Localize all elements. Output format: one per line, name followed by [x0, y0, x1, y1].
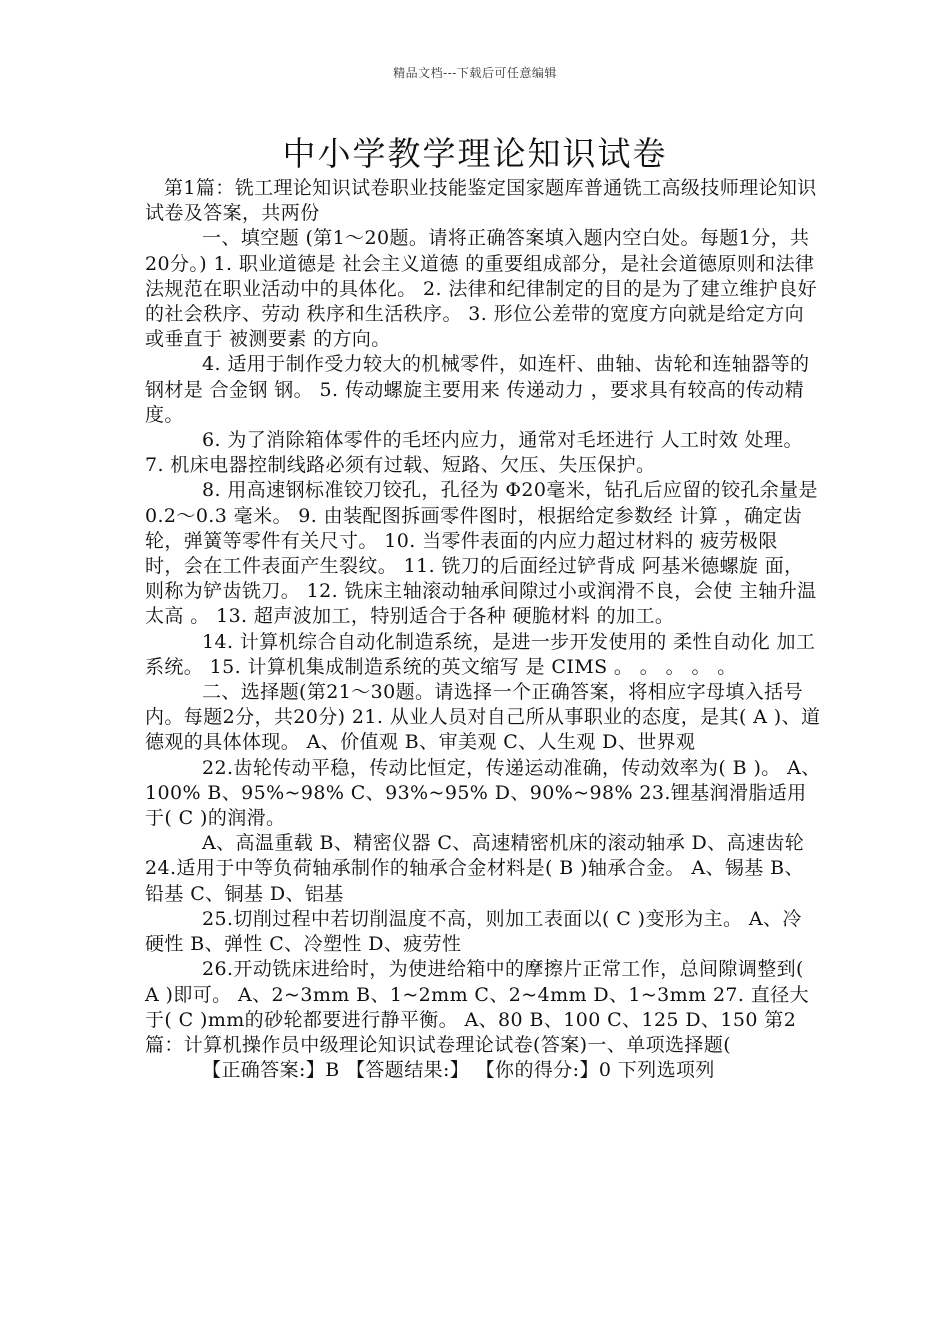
page-header-note: 精品文档---下载后可任意编辑	[393, 66, 557, 80]
paragraph-answer-line: 【正确答案:】B 【答题结果:】 【你的得分:】0 下列选项列	[202, 1059, 715, 1082]
paragraph-q14-q15: 14. 计算机综合自动化制造系统，是进一步开发使用的 柔性自动化 加工系统。 15. 计算机集成制造系统的英文缩写 是 CIMS 。 。 。 。 。	[145, 630, 816, 678]
paragraph-intro: 第1篇：铣工理论知识试卷职业技能鉴定国家题库普通铣工高级技师理论知识试卷及答案，共两份	[145, 177, 817, 225]
paragraph-q4-q5: 4. 适用于制作受力较大的机械零件，如连杆、曲轴、齿轮和连轴器等的钢材是 合金钢 钢。 5. 传动螺旋主要用来 传递动力 ，要求具有较高的传动精度。	[145, 353, 810, 426]
paragraph-q25: 25.切削过程中若切削温度不高，则加工表面以( C )变形为主。 A、冷硬性 B、弹性 C、冷塑性 D、疲劳性	[145, 907, 802, 956]
paragraph-q26-q27: 26.开动铣床进给时，为使进给箱中的摩擦片正常工作，总间隙调整到( A )即可。 A、2~3mm B、1~2mm C、2~4mm D、1~3mm 27. 直径大于( C )mm的砂轮都要进行静平衡。 A、80 B、100 C、125 D、150 第2篇：计算机操作员中级理论知识试卷理论试卷(答案)一、单项选择题(	[145, 958, 810, 1056]
paragraph-q8-q13: 8. 用高速钢标准铰刀铰孔，孔径为 Φ20毫米，钻孔后应留的铰孔余量是 0.2～0.3 毫米。 9. 由装配图拆画零件图时，根据给定参数经 计算 ，确定齿轮，弹簧等零件有关尺寸。 10. 当零件表面的内应力超过材料的 疲劳极限 时，会在工件表面产生裂纹。 11. 铣刀的后面经过铲背成 阿基米德螺旋 面，则称为铲齿铣刀。 12. 铣床主轴滚动轴承间隙过小或润滑不良，会使 主轴升温太高 。 13. 超声波加工，特别适合于各种 硬脆材料 的加工。	[145, 479, 818, 628]
paragraph-q22-q23: 22.齿轮传动平稳，传动比恒定，传递运动准确，传动效率为( B )。 A、100% B、95%~98% C、93%~95% D、90%~98% 23.锂基润滑脂适用于( C )的润滑。	[145, 756, 821, 830]
paragraph-q6-q7: 6. 为了消除箱体零件的毛坯内应力，通常对毛坯进行 人工时效 处理。 7. 机床电器控制线路必须有过载、短路、欠压、失压保护。	[145, 429, 803, 477]
document-title: 中小学教学理论知识试卷	[282, 134, 668, 173]
document-body	[145, 176, 821, 1083]
paragraph-q23-q24: A、高温重载 B、精密仪器 C、高速精密机床的滚动轴承 D、高速齿轮 24.适用于中等负荷轴承制作的轴承合金材料是( B )轴承合金。 A、锡基 B、铅基 C、铜基 D、铝基	[145, 832, 805, 905]
paragraph-fill-blank-header: 一、填空题 (第1～20题。请将正确答案填入题内空白处。每题1分，共20分。) 1. 职业道德是 社会主义道德 的重要组成部分，是社会道德原则和法律法规范在职业活动中的具体化。 2. 法律和纪律制定的目的是为了建立维护良好的社会秩序、劳动 秩序和生活秩序。 3. 形位公差带的宽度方向就是给定方向或垂直于 被测要素 的方向。	[145, 227, 818, 351]
paragraph-choice-header: 二、选择题(第21～30题。请选择一个正确答案，将相应字母填入括号内。每题2分，共20分) 21. 从业人员对自己所从事职业的态度，是其( A )、道德观的具体体现。 A、价值观 B、审美观 C、人生观 D、世界观	[145, 681, 821, 754]
